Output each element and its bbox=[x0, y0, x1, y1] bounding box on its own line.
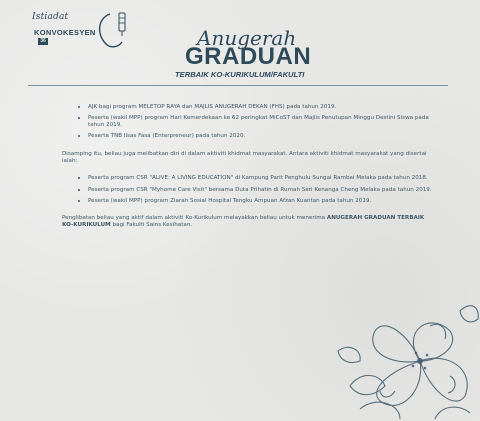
community-service-intro: Disamping itu, beliau juga melibatkan diri di dalam aktiviti khidmat masyarakat. Antara aktiviti khidmat masyarakat yang disertai ialah: bbox=[62, 151, 427, 165]
conclusion-text-end: bagi Fakulti Sains Kesihatan. bbox=[110, 221, 193, 228]
award-description bbox=[62, 103, 432, 229]
title-main: GRADUAN bbox=[185, 43, 312, 70]
award-name: ANUGERAH GRADUAN TERBAIK KO-KURIKULUM bbox=[62, 214, 425, 228]
cocurricular-list bbox=[62, 103, 432, 140]
list-item: • Peserta program CSR "Myhome Care Visit" bersama Duta Prihatin di Rumah Seri Kenanga Cheng Melaka pada tahun 2019. bbox=[88, 186, 432, 194]
award-title-block bbox=[175, 26, 435, 86]
list-item: • Peserta (wakil MPP) program Hari Kemerdekaan ke 62 peringkat MiCoST dan Majlis Penutupan Minggu Destini Siswa pada tahun 2019. bbox=[88, 114, 432, 129]
flower-decoration-icon bbox=[330, 291, 480, 421]
list-item: • Peserta program CSR "ALIVE: A LIVING EDUCATION" di Kampung Parit Penghulu Sungai Rambai Melaka pada tahun 2018. bbox=[88, 174, 432, 182]
convocation-logo bbox=[30, 10, 130, 52]
community-service-list bbox=[62, 174, 432, 204]
logo-script-text: Istiadat bbox=[32, 12, 69, 22]
logo-main-text: KONVOKESYEN bbox=[34, 28, 96, 37]
title-script: Anugerah bbox=[197, 26, 297, 50]
title-subtitle: TERBAIK KO-KURIKULUM/FAKULTI bbox=[175, 70, 305, 79]
list-item: • Peserta TNB Ilsas Fasa (Enterpreneur) pada tahun 2020. bbox=[88, 132, 432, 140]
award-conclusion bbox=[62, 215, 432, 229]
list-item: • AJK bagi program MELETOP RAYA dan MAJLIS ANUGERAH DEKAN (FHS) pada tahun 2019. bbox=[88, 103, 432, 111]
logo-ring-icon bbox=[92, 10, 132, 50]
list-item: • Peserta (wakil MPP) program Ziarah Sosial Hospital Tengku Ampuan Afzan Kuantan pada tahun 2019. bbox=[88, 197, 432, 205]
logo-badge: 36 bbox=[38, 38, 48, 45]
conclusion-text-start: Penglibatan beliau yang aktif dalam aktiviti Ko-Kurikulum melayakkan beliau untuk menerima bbox=[62, 214, 327, 221]
header-divider bbox=[28, 85, 448, 86]
